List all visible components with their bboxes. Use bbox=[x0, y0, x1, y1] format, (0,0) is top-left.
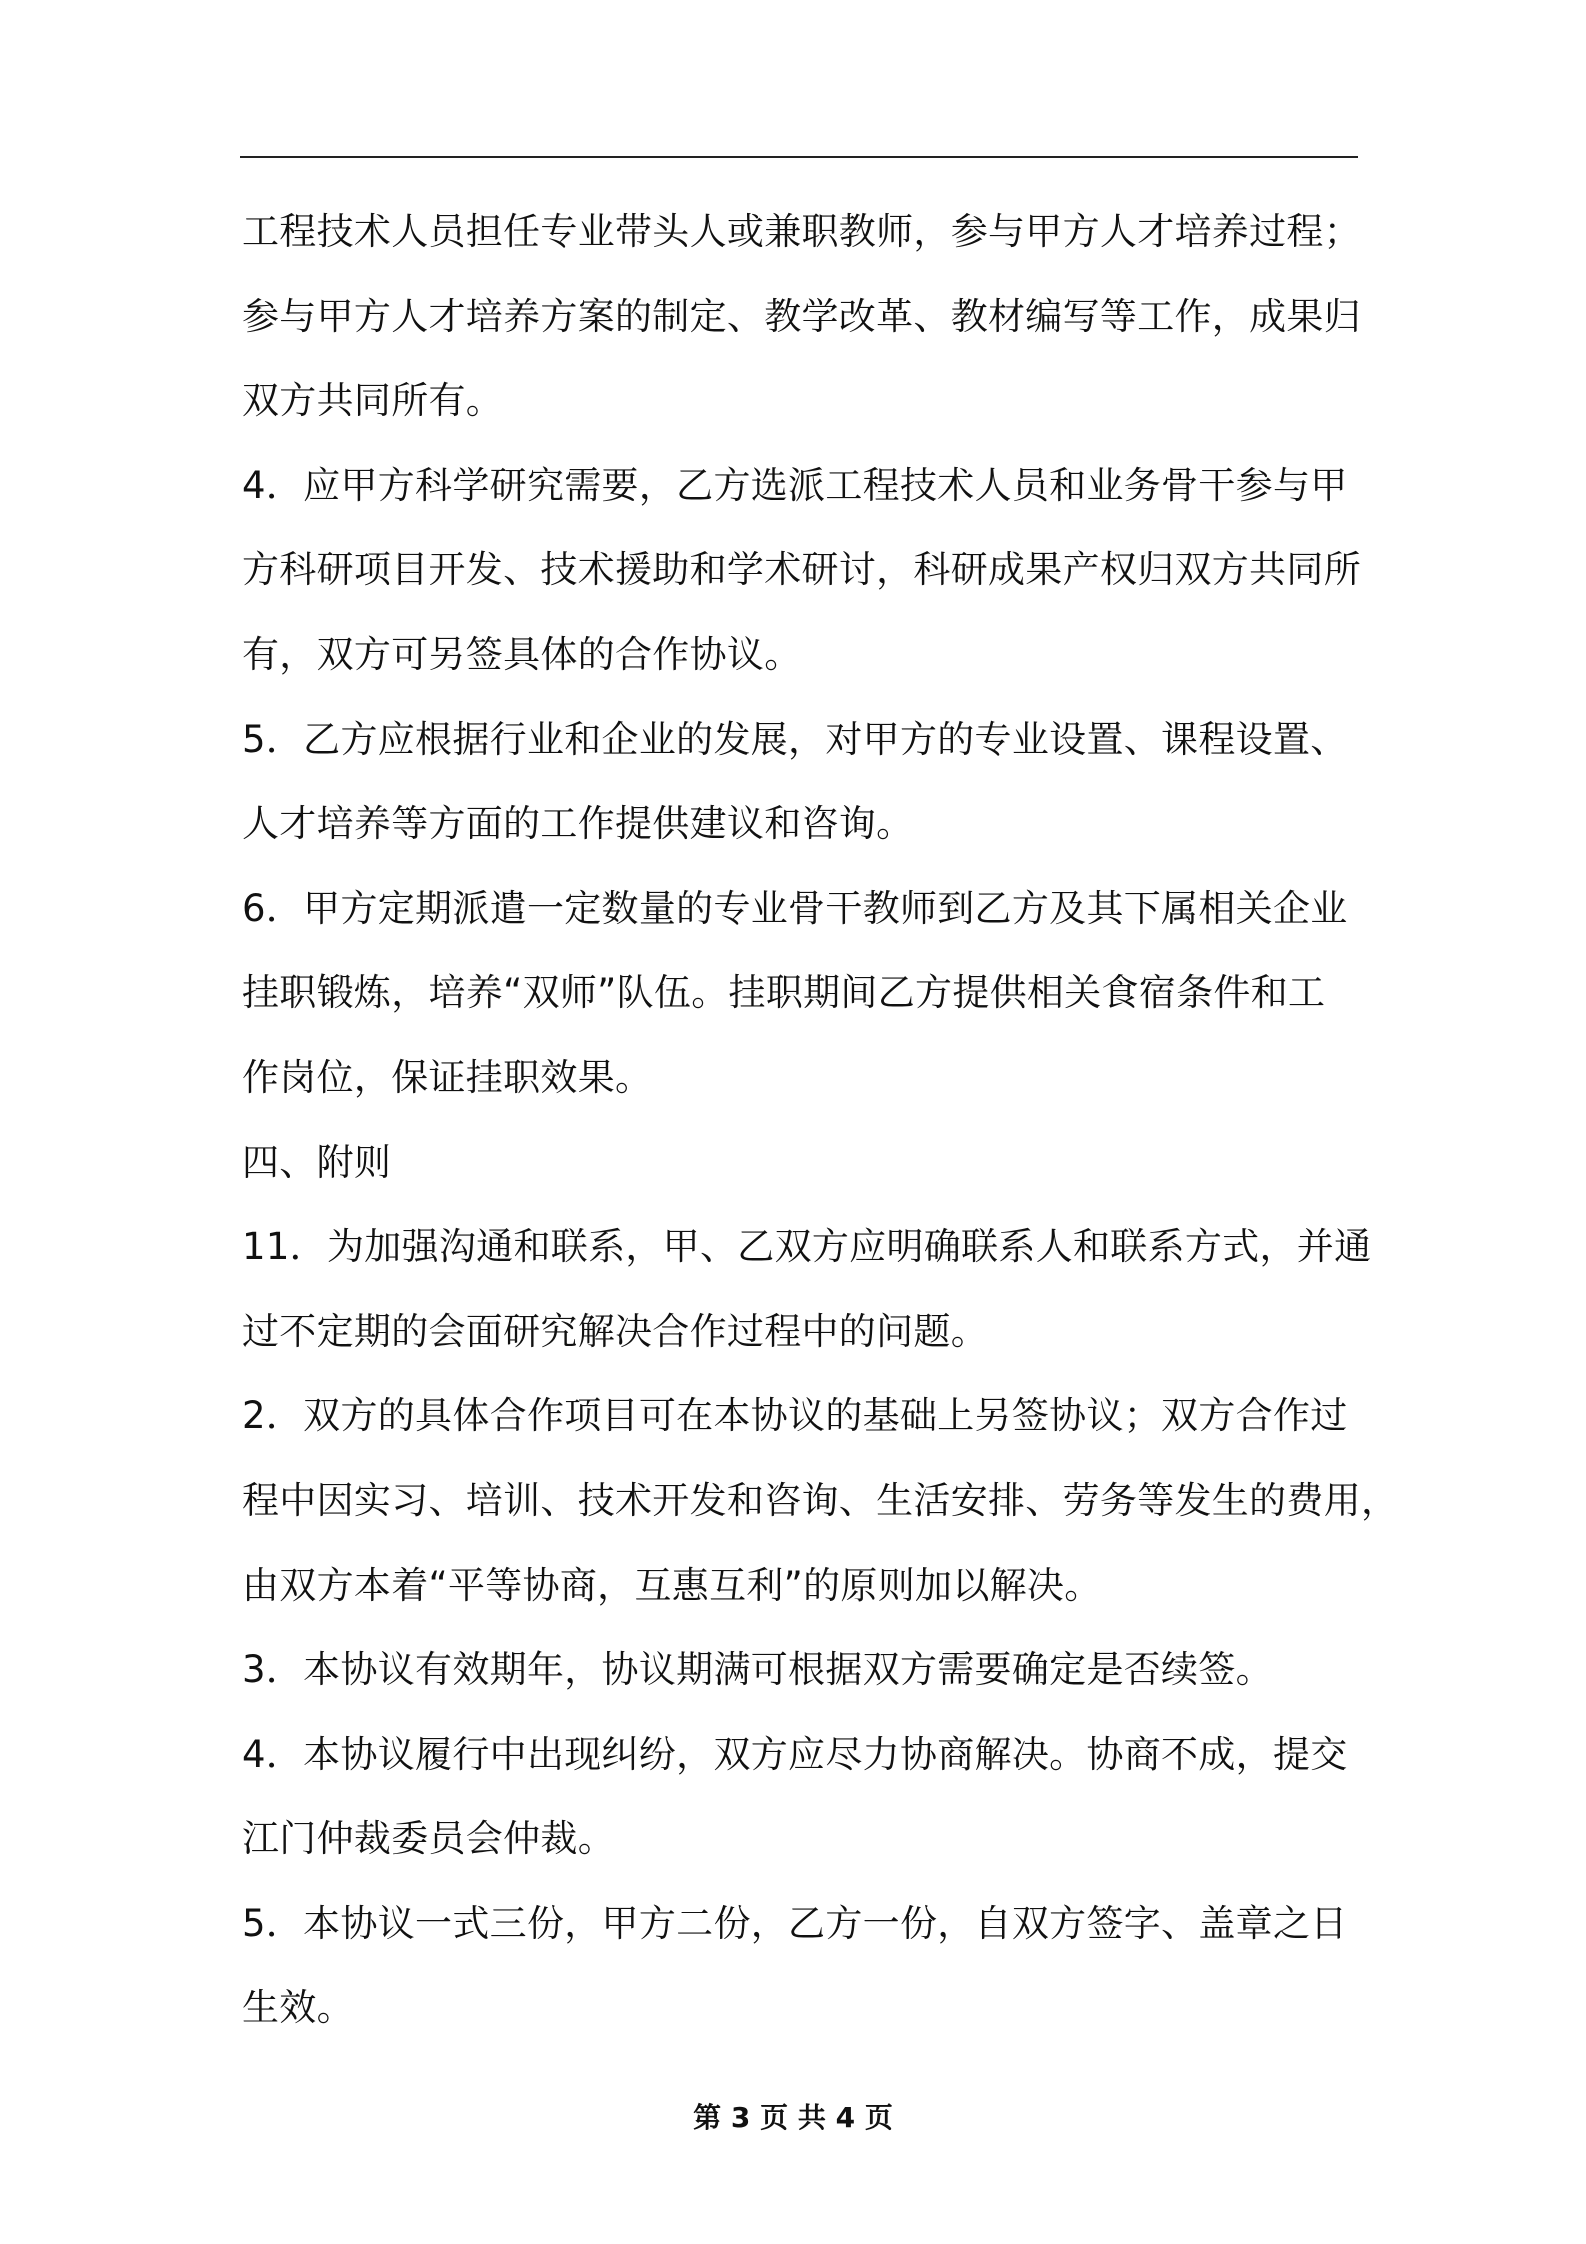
page-number-footer: 第 3 页 共 4 页 bbox=[693, 2101, 893, 2134]
text-line: 过不定期的会面研究解决合作过程中的问题。 bbox=[242, 1309, 988, 1353]
text-line: 双方共同所有。 bbox=[242, 379, 504, 423]
body-text bbox=[242, 190, 1399, 2051]
text-line: 生效。 bbox=[242, 1986, 354, 2030]
text-line: 人才培养等方面的工作提供建议和咨询。 bbox=[242, 802, 914, 846]
text-line: 方科研项目开发、技术援助和学术研讨，科研成果产权归双方共同所 bbox=[242, 548, 1361, 592]
text-line: 江门仲裁委员会仲裁。 bbox=[242, 1817, 615, 1861]
text-line: 挂职锻炼，培养“双师”队伍。挂职期间乙方提供相关食宿条件和工 bbox=[242, 971, 1326, 1015]
text-line: 4．应甲方科学研究需要，乙方选派工程技术人员和业务骨干参与甲 bbox=[242, 463, 1348, 507]
text-line: 6．甲方定期派遣一定数量的专业骨干教师到乙方及其下属相关企业 bbox=[242, 886, 1348, 930]
text-line: 5．乙方应根据行业和企业的发展，对甲方的专业设置、课程设置、 bbox=[242, 717, 1348, 761]
text-line: 作岗位，保证挂职效果。 bbox=[242, 1055, 653, 1099]
text-line: 有，双方可另签具体的合作协议。 bbox=[242, 632, 802, 676]
section-heading: 四、附则 bbox=[242, 1140, 392, 1184]
text-line: 11．为加强沟通和联系，甲、乙双方应明确联系人和联系方式，并通 bbox=[242, 1225, 1372, 1269]
header-rule bbox=[240, 156, 1358, 158]
text-line: 参与甲方人才培养方案的制定、教学改革、教材编写等工作，成果归 bbox=[242, 294, 1361, 338]
text-line: 2．双方的具体合作项目可在本协议的基础上另签协议；双方合作过 bbox=[242, 1394, 1348, 1438]
text-line: 工程技术人员担任专业带头人或兼职教师，参与甲方人才培养过程； bbox=[242, 210, 1361, 253]
text-line: 由双方本着“平等协商，互惠互利”的原则加以解决。 bbox=[242, 1563, 1102, 1607]
text-line: 程中因实习、培训、技术开发和咨询、生活安排、劳务等发生的费用， bbox=[242, 1478, 1399, 1522]
text-line: 5．本协议一式三份，甲方二份，乙方一份，自双方签字、盖章之日 bbox=[242, 1901, 1348, 1945]
text-line: 3．本协议有效期年，协议期满可根据双方需要确定是否续签。 bbox=[242, 1648, 1273, 1692]
text-line: 4．本协议履行中出现纠纷，双方应尽力协商解决。协商不成，提交 bbox=[242, 1732, 1348, 1776]
